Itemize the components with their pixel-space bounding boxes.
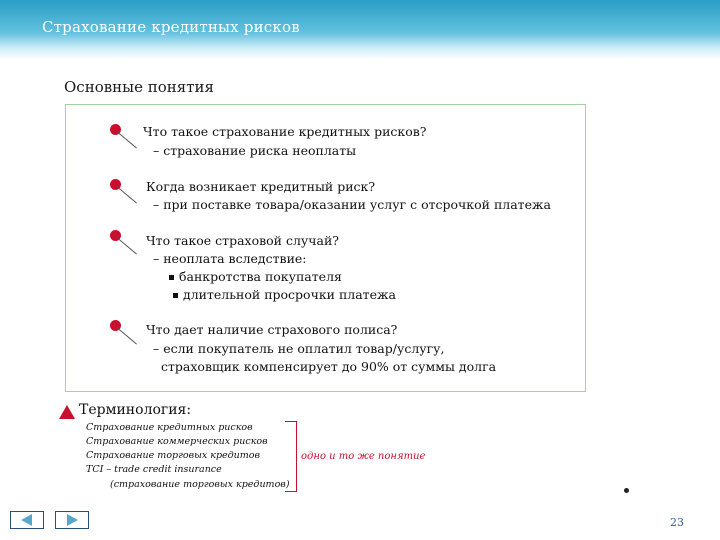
prev-slide-button[interactable] bbox=[10, 511, 44, 529]
question-1: Что такое страхование кредитных рисков? bbox=[143, 124, 427, 139]
next-slide-button[interactable] bbox=[55, 511, 89, 529]
slide-title: Страхование кредитных рисков bbox=[42, 18, 300, 36]
terminology-note: одно и то же понятие bbox=[301, 451, 426, 462]
question-2: Когда возникает кредитный риск? bbox=[146, 179, 376, 194]
term-item: Страхование кредитных рисков bbox=[86, 422, 253, 433]
answer-2: – при поставке товара/оказании услуг с отсрочкой платежа bbox=[153, 197, 551, 212]
section-title: Основные понятия bbox=[64, 78, 214, 96]
term-item: (страхование торговых кредитов) bbox=[110, 479, 290, 490]
subitem-1: банкротства покупателя bbox=[169, 269, 342, 284]
answer-3: – неоплата вследствие: bbox=[153, 251, 307, 266]
term-item: TCI – trade credit insurance bbox=[86, 464, 222, 475]
bracket bbox=[285, 421, 297, 492]
triangle-left-icon bbox=[21, 514, 32, 526]
square-bullet-icon bbox=[169, 275, 174, 280]
term-item: Страхование торговых кредитов bbox=[86, 450, 261, 461]
header-banner bbox=[0, 0, 720, 60]
answer-1: – страхование риска неоплаты bbox=[153, 143, 357, 158]
page-number: 23 bbox=[670, 516, 684, 529]
subitem-2: длительной просрочки платежа bbox=[173, 287, 396, 302]
term-item: Страхование коммерческих рисков bbox=[86, 436, 268, 447]
terminology-title: Терминология: bbox=[79, 402, 192, 418]
dot-marker bbox=[624, 488, 629, 493]
question-3: Что такое страховой случай? bbox=[146, 233, 340, 248]
answer-4-line-1: – если покупатель не оплатил товар/услугу, bbox=[153, 341, 445, 356]
square-bullet-icon bbox=[173, 293, 178, 298]
triangle-right-icon bbox=[67, 514, 78, 526]
red-triangle-icon bbox=[59, 405, 75, 419]
answer-4-line-2: страховщик компенсирует до 90% от суммы долга bbox=[161, 359, 497, 374]
question-4: Что дает наличие страхового полиса? bbox=[146, 322, 398, 337]
